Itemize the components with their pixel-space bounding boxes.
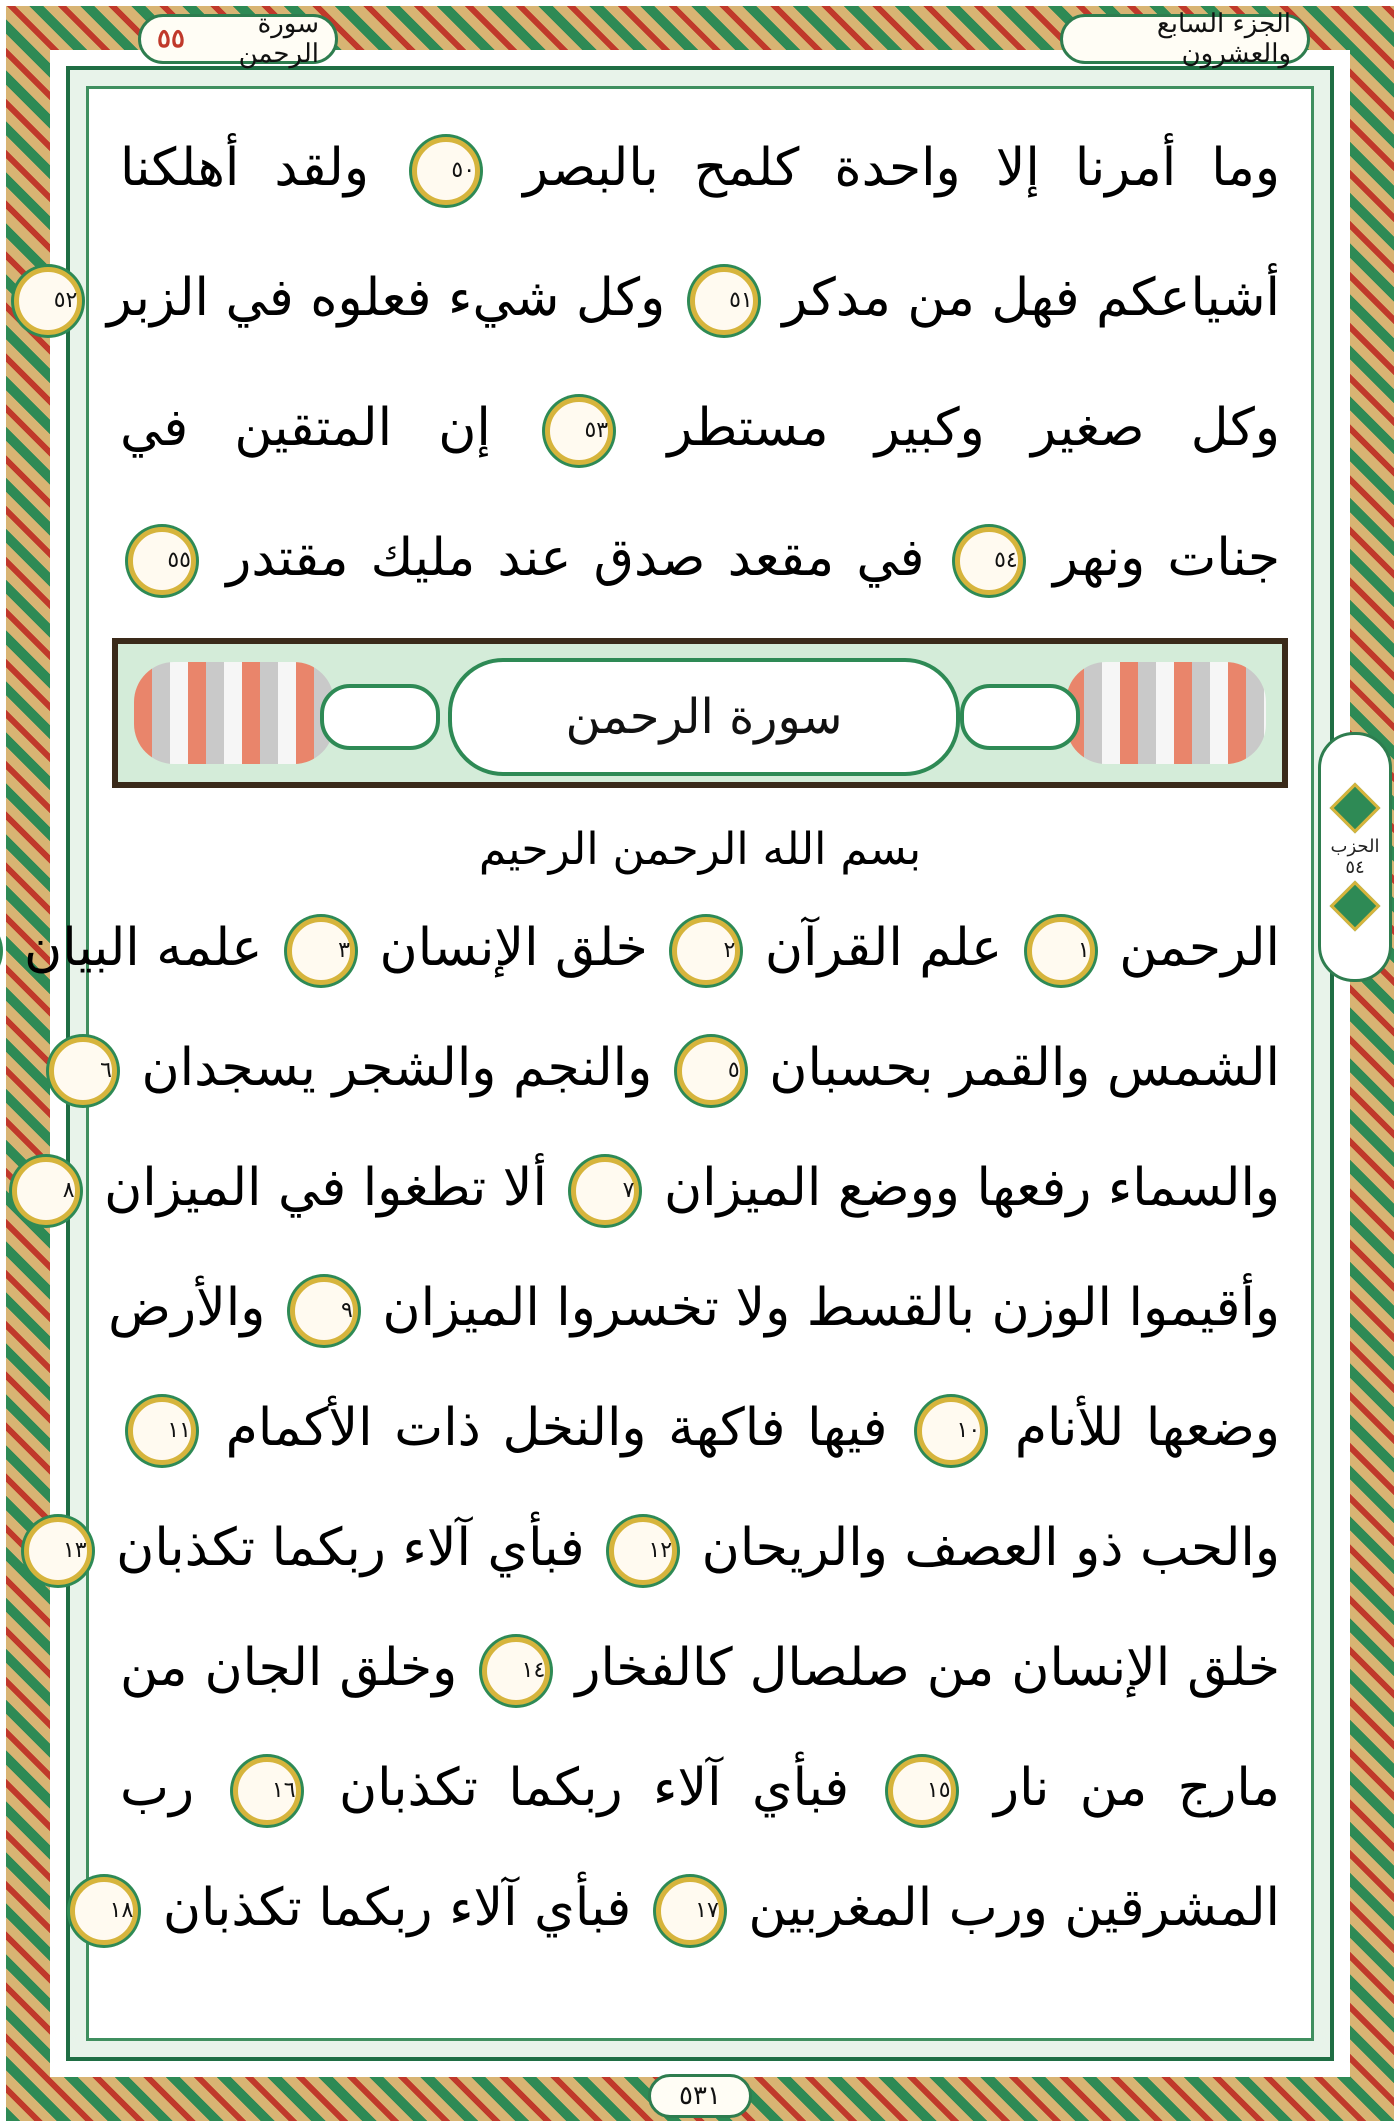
verse-line: خلق الإنسان من صلصال كالفخار ١٤ وخلق الجان من	[120, 1620, 1280, 1716]
ayah-number-marker: ٩	[290, 1277, 358, 1345]
ayah-number-marker: ١٥	[888, 1757, 956, 1825]
surah-label-badge	[138, 9, 338, 69]
verse-line: مارج من نار ١٥ فبأي آلاء ربكما تكذبان ١٦ رب	[120, 1740, 1280, 1836]
verse-line: وأقيموا الوزن بالقسط ولا تخسروا الميزان ٩ والأرض	[120, 1260, 1280, 1356]
ayah-number-marker: ٢	[672, 917, 740, 985]
ayah-number-marker: ١١	[128, 1397, 196, 1465]
ayah-number-marker: ٨	[12, 1157, 80, 1225]
hizb-number: ٥٤	[1345, 857, 1365, 878]
verse-line: الرحمن ١ علم القرآن ٢ خلق الإنسان ٣ علمه البيان	[120, 900, 1280, 996]
ayah-number-marker: ٥٠	[412, 137, 480, 205]
juz-label-badge	[1060, 9, 1310, 69]
ayah-number-marker: ٣	[287, 917, 355, 985]
verse-line: أشياعكم فهل من مدكر ٥١ وكل شيء فعلوه في الزبر ٥٢	[120, 250, 1280, 346]
juz-label: الجزء السابع والعشرون	[1156, 9, 1291, 69]
verse-line: والحب ذو العصف والريحان ١٢ فبأي آلاء ربكما تكذبان ١٣	[120, 1500, 1280, 1596]
verse-line: الشمس والقمر بحسبان ٥ والنجم والشجر يسجدان ٦	[120, 1020, 1280, 1116]
ayah-number-marker: ٥١	[690, 267, 758, 335]
ayah-number-marker: ٦	[49, 1037, 117, 1105]
ayah-number-marker: ٥٥	[128, 527, 196, 595]
diamond-ornament-icon	[1330, 881, 1381, 932]
banner-oval	[320, 684, 440, 750]
ayah-number-marker: ١٢	[609, 1517, 677, 1585]
surah-title-banner	[112, 638, 1288, 788]
ayah-number-marker: ١	[1027, 917, 1095, 985]
banner-oval	[960, 684, 1080, 750]
verse-line: وما أمرنا إلا واحدة كلمح بالبصر ٥٠ ولقد أهلكنا	[120, 120, 1280, 216]
verse-line: وضعها للأنام ١٠ فيها فاكهة والنخل ذات الأكمام ١١	[120, 1380, 1280, 1476]
diamond-ornament-icon	[1330, 783, 1381, 834]
surah-number: ٥٥	[157, 24, 185, 54]
verse-line: وكل صغير وكبير مستطر ٥٣ إن المتقين في	[120, 380, 1280, 476]
ayah-number-marker: ١٧	[656, 1877, 724, 1945]
ayah-number-marker: ٥٢	[14, 267, 82, 335]
ayah-number-marker: ١٤	[482, 1637, 550, 1705]
ayah-number-marker: ١٦	[233, 1757, 301, 1825]
ayah-number-marker: ٧	[571, 1157, 639, 1225]
basmala: بسم الله الرحمن الرحيم	[478, 824, 922, 875]
verse-line: المشرقين ورب المغربين ١٧ فبأي آلاء ربكما تكذبان ١٨	[120, 1860, 1280, 1956]
banner-ornament	[1066, 662, 1266, 764]
ayah-number-marker: ١٣	[24, 1517, 92, 1585]
hizb-marker	[1318, 732, 1392, 982]
surah-title: سورة الرحمن	[448, 658, 960, 776]
ayah-number-marker: ١٠	[917, 1397, 985, 1465]
banner-ornament	[134, 662, 334, 764]
ayah-number-marker: ٥٣	[545, 397, 613, 465]
ayah-number-marker: ٥٤	[955, 527, 1023, 595]
verse-line: والسماء رفعها ووضع الميزان ٧ ألا تطغوا في الميزان ٨	[120, 1140, 1280, 1236]
ayah-number-marker: ٥	[677, 1037, 745, 1105]
ayah-number-marker: ١٨	[70, 1877, 138, 1945]
hizb-label: الحزب	[1330, 836, 1380, 857]
surah-label: سورة الرحمن	[238, 9, 319, 69]
page-number: ٥٣١	[648, 2074, 752, 2118]
verse-line: جنات ونهر ٥٤ في مقعد صدق عند مليك مقتدر ٥٥	[120, 510, 1280, 606]
